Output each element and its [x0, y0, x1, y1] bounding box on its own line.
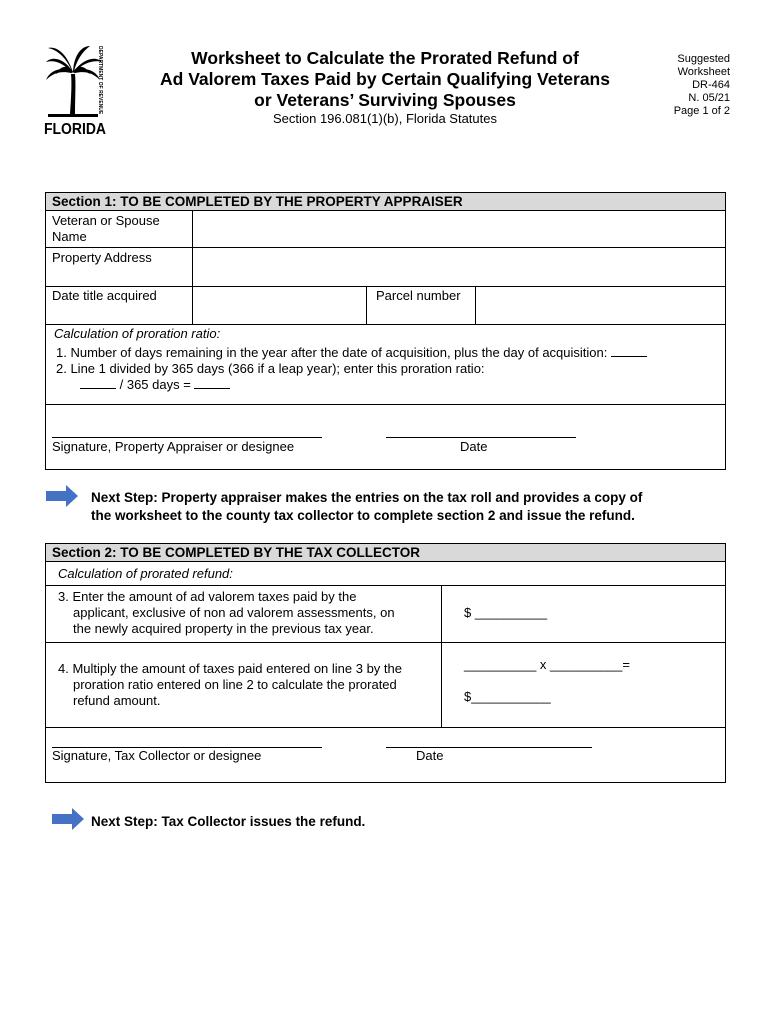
calc-item-2: 2. Line 1 divided by 365 days (366 if a leap year); enter this proration ratio:: [56, 361, 485, 376]
logo-text: FLORIDA: [44, 121, 106, 138]
date-title-acquired-field[interactable]: [193, 287, 365, 323]
title-line-2: Ad Valorem Taxes Paid by Certain Qualifying Veterans: [160, 69, 610, 89]
pa-date-label: Date: [460, 439, 488, 454]
calc-item-2-formula: / 365 days =: [80, 377, 230, 393]
next-step-1-line-2: the worksheet to the county tax collector to complete section 2 and issue the refund.: [91, 508, 635, 523]
section-2-heading: Section 2: TO BE COMPLETED BY THE TAX COLLECTOR: [46, 544, 725, 562]
item-3-line-2: applicant, exclusive of non ad valorem assessments, on: [73, 605, 395, 620]
tc-signature-label: Signature, Tax Collector or designee: [52, 748, 262, 763]
title-line-3: or Veterans’ Surviving Spouses: [254, 90, 516, 110]
date-title-acquired-label: Date title acquired: [52, 288, 157, 303]
next-step-1-line-1: Next Step: Property appraiser makes the entries on the tax roll and provides a copy of: [91, 490, 643, 505]
refund-calc-heading: Calculation of prorated refund:: [58, 566, 233, 581]
section-1-heading: Section 1: TO BE COMPLETED BY THE PROPERTY APPRAISER: [46, 193, 725, 211]
proration-ratio-field[interactable]: [194, 377, 230, 389]
page-number: Page 1 of 2: [673, 105, 730, 117]
parcel-number-field[interactable]: [476, 287, 725, 323]
parcel-number-label: Parcel number: [376, 288, 461, 303]
days-remaining-field[interactable]: [611, 345, 647, 357]
property-address-field[interactable]: [193, 248, 725, 285]
pa-signature-label: Signature, Property Appraiser or designee: [52, 439, 295, 454]
veteran-name-label-2: Name: [52, 229, 87, 244]
form-revision: N. 05/21: [688, 92, 730, 104]
florida-dor-logo: [44, 44, 106, 136]
form-meta-2: Worksheet: [677, 66, 730, 78]
refund-amount-field[interactable]: $___________: [464, 689, 551, 704]
section-1: [45, 192, 726, 470]
taxes-paid-field[interactable]: $ __________: [464, 605, 548, 620]
item-3-line-3: the newly acquired property in the previous tax year.: [73, 621, 374, 636]
pa-signature-line[interactable]: [52, 437, 322, 438]
title-line-1: Worksheet to Calculate the Prorated Refund of: [191, 48, 579, 68]
form-number: DR-464: [692, 79, 730, 91]
calc-item-1: 1. Number of days remaining in the year after the date of acquisition, plus the day of acquisition:: [56, 345, 647, 361]
item-3-line-1: 3. Enter the amount of ad valorem taxes paid by the: [58, 589, 357, 604]
item-4-line-1: 4. Multiply the amount of taxes paid entered on line 3 by the: [58, 661, 402, 676]
property-address-label: Property Address: [52, 250, 152, 265]
form-meta-1: Suggested: [677, 53, 730, 65]
days-input-field[interactable]: [80, 377, 116, 389]
refund-formula-field[interactable]: __________ x __________=: [464, 657, 630, 672]
palm-tree-icon: [46, 46, 102, 114]
veteran-name-label-1: Veteran or Spouse: [52, 213, 160, 228]
pa-date-line[interactable]: [386, 437, 576, 438]
arrow-right-icon: [46, 485, 78, 507]
next-step-2: Next Step: Tax Collector issues the refund.: [91, 814, 366, 829]
tc-date-label: Date: [416, 748, 444, 763]
section-2: [45, 543, 726, 783]
item-4-line-3: refund amount.: [73, 693, 161, 708]
statute-subtitle: Section 196.081(1)(b), Florida Statutes: [272, 111, 497, 126]
item-4-line-2: proration ratio entered on line 2 to calculate the prorated: [73, 677, 397, 692]
veteran-name-field[interactable]: [193, 212, 725, 246]
proration-calc-heading: Calculation of proration ratio:: [54, 326, 221, 341]
logo-side-text: DEPARTMENT OF REVENUE: [97, 46, 103, 115]
arrow-right-icon: [52, 808, 84, 830]
